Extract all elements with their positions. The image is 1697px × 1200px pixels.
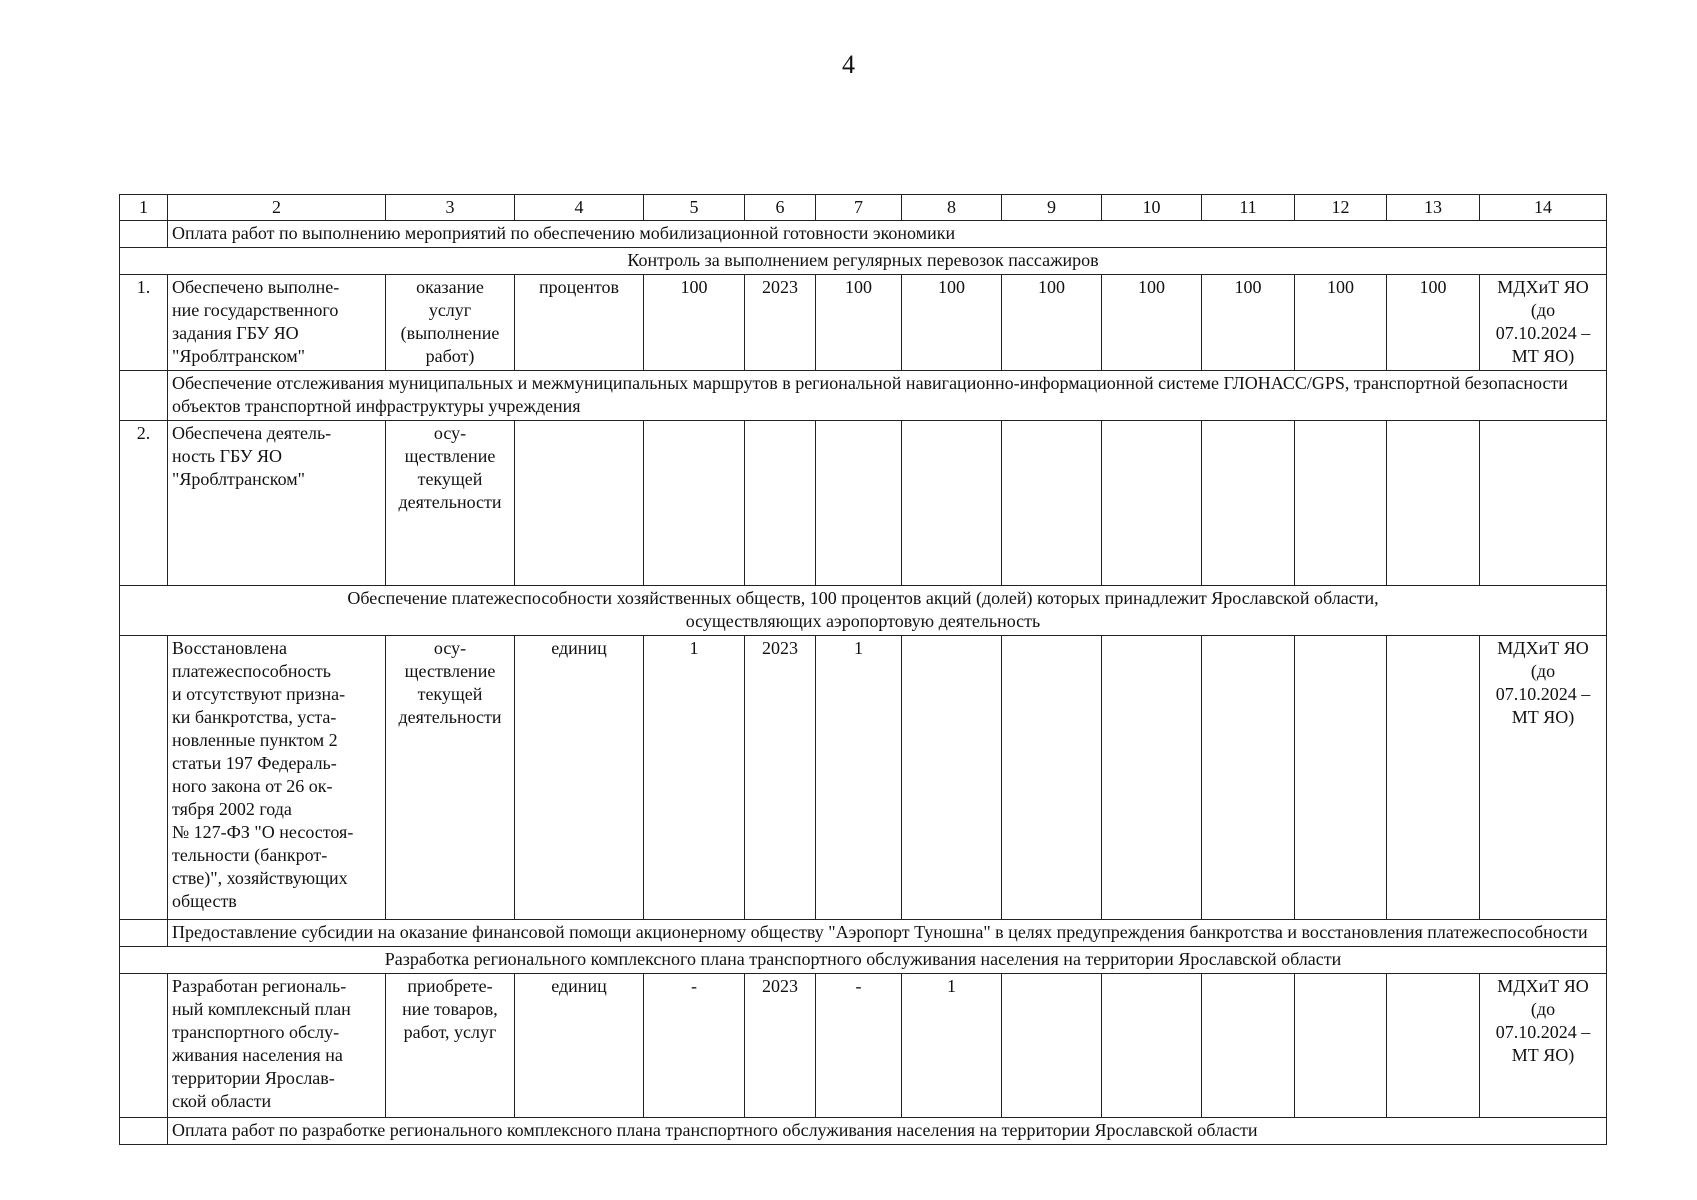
value-cell: 100 <box>644 275 745 371</box>
result-name: Обеспечено выполне- ние государственного задания ГБУ ЯО "Яроблтранском" <box>168 275 386 371</box>
value-cell: - <box>644 974 745 1118</box>
section-title: Обеспечение платежеспособности хозяйственных обществ, 100 процентов акций (долей) которых принадлежит Ярославской области, осуществляющих аэропортовую деятельность <box>120 586 1607 636</box>
header-cell: 13 <box>1387 195 1480 221</box>
header-cell: 2 <box>168 195 386 221</box>
value-cell: 2023 <box>745 636 816 920</box>
value-cell: 100 <box>1295 275 1387 371</box>
value-cell: 100 <box>1202 275 1295 371</box>
header-cell: 6 <box>745 195 816 221</box>
plan-table <box>119 194 1607 1145</box>
header-cell: 3 <box>386 195 515 221</box>
table-row <box>120 974 1607 1118</box>
value-cell: 2023 <box>745 974 816 1118</box>
result-type: приобрете- ние товаров, работ, услуг <box>386 974 515 1118</box>
header-cell: 1 <box>120 195 168 221</box>
unit: единиц <box>515 636 644 920</box>
responsible: МДХиТ ЯО (до 07.10.2024 – МТ ЯО) <box>1480 974 1607 1118</box>
header-cell: 11 <box>1202 195 1295 221</box>
value-cell: 100 <box>1387 275 1480 371</box>
section-title-row <box>120 586 1607 636</box>
table-row <box>120 636 1607 920</box>
activity-row <box>120 371 1607 421</box>
result-name: Обеспечена деятель- ность ГБУ ЯО "Яроблтранском" <box>168 421 386 586</box>
responsible: МДХиТ ЯО (до 07.10.2024 – МТ ЯО) <box>1480 636 1607 920</box>
activity-row <box>120 1118 1607 1145</box>
column-numbers-row <box>120 195 1607 221</box>
section-title-row <box>120 248 1607 275</box>
page-number: 4 <box>842 50 855 79</box>
activity-text: Предоставление субсидии на оказание финансовой помощи акционерному обществу "Аэропорт Туношна" в целях предупреждения банкротства и восстановления платежеспособности <box>168 920 1607 947</box>
table-row <box>120 275 1607 371</box>
table-row <box>120 421 1607 586</box>
header-cell: 14 <box>1480 195 1607 221</box>
value-cell: 2023 <box>745 275 816 371</box>
value-cell: 100 <box>902 275 1002 371</box>
unit: процентов <box>515 275 644 371</box>
result-type: оказание услуг (выполнение работ) <box>386 275 515 371</box>
value-cell: - <box>816 974 902 1118</box>
section-title-row <box>120 947 1607 974</box>
activity-row <box>120 221 1607 248</box>
header-cell: 10 <box>1102 195 1202 221</box>
header-cell: 9 <box>1002 195 1102 221</box>
result-type: осу- ществление текущей деятельности <box>386 636 515 920</box>
value-cell: 1 <box>902 974 1002 1118</box>
result-name: Разработан региональ- ный комплексный план транспортного обслу- живания населения на территории Ярослав- ской области <box>168 974 386 1118</box>
value-cell: 100 <box>1102 275 1202 371</box>
value-cell: 1 <box>816 636 902 920</box>
header-cell: 12 <box>1295 195 1387 221</box>
row-number: 2. <box>120 421 168 586</box>
activity-text: Обеспечение отслеживания муниципальных и межмуниципальных маршрутов в региональной навигационно-информационной системе ГЛОНАСС/GPS, транспортной безопасности объектов транспортной инфраструктуры учреждения <box>168 371 1607 421</box>
section-title: Контроль за выполнением регулярных перевозок пассажиров <box>120 248 1607 275</box>
unit: единиц <box>515 974 644 1118</box>
activity-text: Оплата работ по разработке регионального комплексного плана транспортного обслуживания населения на территории Ярославской области <box>168 1118 1607 1145</box>
value-cell: 100 <box>816 275 902 371</box>
activity-row <box>120 920 1607 947</box>
header-cell: 4 <box>515 195 644 221</box>
value-cell: 100 <box>1002 275 1102 371</box>
header-cell: 5 <box>644 195 745 221</box>
header-cell: 7 <box>816 195 902 221</box>
header-cell: 8 <box>902 195 1002 221</box>
activity-text: Оплата работ по выполнению мероприятий по обеспечению мобилизационной готовности экономики <box>168 221 1607 248</box>
value-cell: 1 <box>644 636 745 920</box>
result-type: осу- ществление текущей деятельности <box>386 421 515 586</box>
responsible: МДХиТ ЯО (до 07.10.2024 – МТ ЯО) <box>1480 275 1607 371</box>
section-title: Разработка регионального комплексного плана транспортного обслуживания населения на территории Ярославской области <box>120 947 1607 974</box>
row-number: 1. <box>120 275 168 371</box>
result-name: Восстановлена платежеспособность и отсутствуют призна- ки банкротства, уста- новленные пунктом 2 статьи 197 Федераль- ного закона от 26 ок- тября 2002 года № 127-ФЗ "О несостоя- тельности (банкрот- стве)", хозяйствующих обществ <box>168 636 386 920</box>
